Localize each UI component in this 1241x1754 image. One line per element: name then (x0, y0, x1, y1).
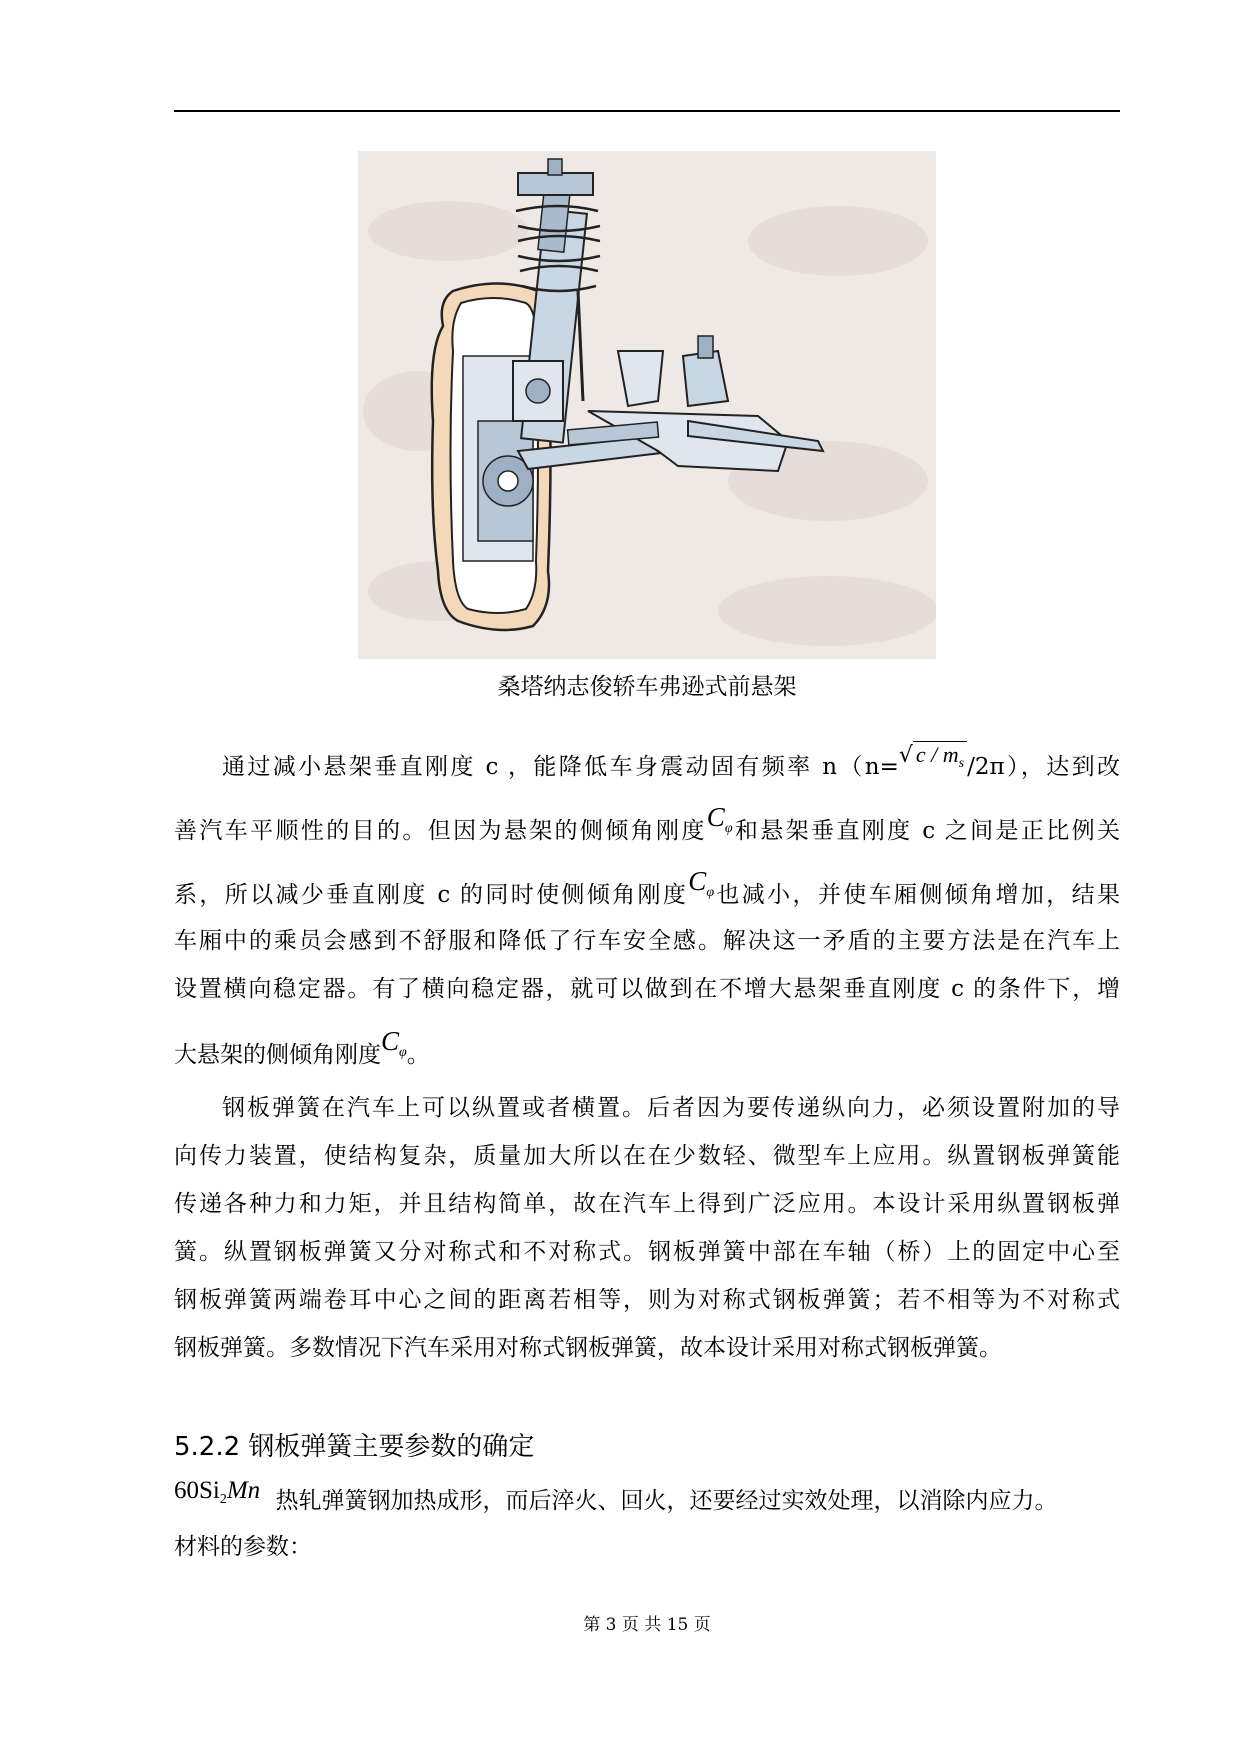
paragraph-line: $60Si_2Mn$ 热轧弹簧钢加热成形，而后淬火、回火，还要经过实效处理，以消除内应力。 (174, 1477, 1058, 1514)
section-heading: 5.2.2 钢板弹簧主要参数的确定 (174, 1432, 535, 1462)
paragraph-line: 钢板弹簧两端卷耳中心之间的距离若相等，则为对称式钢板弹簧；若不相等为不对称式 (174, 1287, 1120, 1313)
paragraph-line: 材料的参数： (174, 1534, 312, 1560)
paragraph-line: 善汽车平顺性的目的。但因为悬架的侧倾角刚度$C_\varphi$和悬架垂直刚度 c 之间是正比例关 (174, 802, 1120, 844)
paragraph-line: 簧。纵置钢板弹簧又分对称式和不对称式。钢板弹簧中部在车轴（桥）上的固定中心至 (174, 1239, 1120, 1265)
roll-stiffness-symbol: $C_\varphi$ (381, 1026, 407, 1060)
paragraph-line: 传递各种力和力矩，并且结构简单，故在汽车上得到广泛应用。本设计采用纵置钢板弹 (174, 1191, 1120, 1217)
paragraph-line: 车厢中的乘员会感到不舒服和降低了行车安全感。解决这一矛盾的主要方法是在汽车上 (174, 928, 1120, 954)
paragraph-line: 大悬架的侧倾角刚度$C_\varphi$。 (174, 1026, 430, 1068)
paragraph-line: 系，所以减少垂直刚度 c 的同时使侧倾角刚度$C_\varphi$也减小，并使车厢侧倾角增加，结果 (174, 866, 1120, 908)
macpherson-suspension-illustration (358, 151, 936, 659)
roll-stiffness-symbol: $C_\varphi$ (688, 866, 715, 900)
paragraph-line: 设置横向稳定器。有了横向稳定器，就可以做到在不增大悬架垂直刚度 c 的条件下，增 (174, 976, 1120, 1002)
figure-caption: 桑塔纳志俊轿车弗逊式前悬架 (497, 674, 797, 700)
paragraph-line: 钢板弹簧在汽车上可以纵置或者横置。后者因为要传递纵向力，必须设置附加的导 (222, 1095, 1120, 1121)
material-formula: $60Si_2Mn$ (174, 1477, 261, 1507)
paragraph-line: 向传力装置，使结构复杂，质量加大所以在在少数轻、微型车上应用。纵置钢板弹簧能 (174, 1143, 1120, 1169)
page-footer: 第 3 页 共 15 页 (583, 1615, 711, 1635)
roll-stiffness-symbol: $C_\varphi$ (706, 802, 733, 836)
header-rule (174, 110, 1120, 112)
sqrt-formula: √ c / $m_s$ (899, 740, 967, 779)
paragraph-line: 钢板弹簧。多数情况下汽车采用对称式钢板弹簧，故本设计采用对称式钢板弹簧。 (174, 1335, 1002, 1361)
paragraph-line: 通过减小悬架垂直刚度 c ，能降低车身震动固有频率 n（n=√ c / $m_s$ /2π），达到改 (222, 742, 1121, 780)
